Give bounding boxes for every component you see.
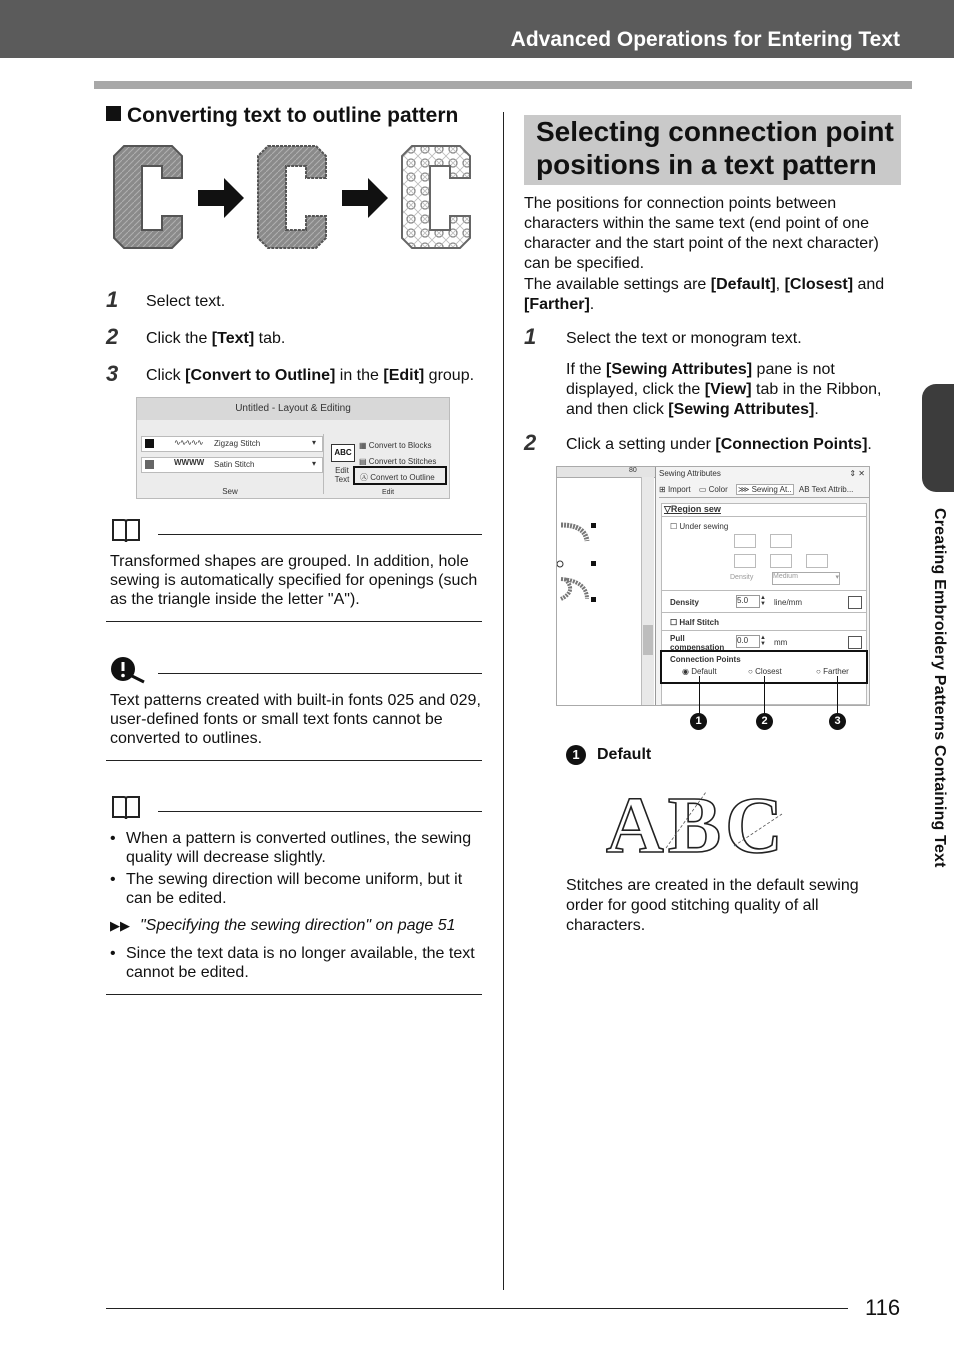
density-label: Density <box>670 598 699 607</box>
letter-c-outline <box>402 146 470 248</box>
density-sub-label: Density <box>730 574 754 581</box>
radio-farther[interactable]: ○ Farther <box>816 667 849 676</box>
step-subtext: If the [Sewing Attributes] pane is not displayed, click the [View] tab in the Ribbon, and then click [Sewing Attributes]. <box>566 361 882 418</box>
double-arrow-icon: ▶▶ <box>110 918 130 933</box>
letter-c-converted <box>258 146 326 248</box>
caution-text: Text patterns created with built-in fonts 025 and 029, user-defined fonts or small text fonts cannot be converted to outlines. <box>110 692 481 747</box>
arrow-right-icon <box>198 178 244 218</box>
column-divider <box>503 112 504 1290</box>
sewing-attributes-screenshot <box>556 466 870 706</box>
callout-leader <box>837 676 838 714</box>
convert-blocks-button[interactable]: ▦ Convert to Blocks <box>359 441 432 450</box>
step-text: Click a setting under [Connection Points]. <box>566 436 872 453</box>
connection-points-label: Connection Points <box>670 655 741 664</box>
intro-options: The available settings are [Default], [Closest] and [Farther]. <box>524 276 885 313</box>
chevron-down-icon: ▾ <box>312 438 317 447</box>
attribute-list <box>661 503 867 705</box>
note-footer-rule <box>106 760 482 761</box>
bullet-item: • The sewing direction will become uniform, but it can be edited. <box>110 871 463 907</box>
tab-import[interactable]: ⊞ Import <box>659 485 691 494</box>
step-number: 1 <box>106 287 119 312</box>
callout-number: 3 <box>829 713 846 730</box>
note-footer-rule <box>106 621 482 622</box>
step-text: Click [Convert to Outline] in the [Edit] group. <box>146 367 475 384</box>
radio-default[interactable]: ◉ Default <box>682 667 717 676</box>
option-number: 1 <box>566 745 586 765</box>
note-text: Transformed shapes are grouped. In addition, hole sewing is automatically specified for openings (such as the triangle inside the letter "A"). <box>110 553 478 608</box>
spinner-icon[interactable]: ▲ ▼ <box>760 635 766 647</box>
memo-icon <box>110 517 142 543</box>
zigzag-icon: ∿∿∿∿∿ <box>174 438 203 447</box>
header-title: Advanced Operations for Entering Text <box>510 28 900 51</box>
pull-input[interactable]: 0.0 <box>736 635 760 648</box>
tab-text-attributes[interactable]: AB Text Attrib... <box>798 485 854 494</box>
pull-compensation-label: Pull compensation <box>670 634 725 652</box>
stitch-type-icon[interactable] <box>770 534 792 548</box>
pane-title: Sewing Attributes ⇕ ✕ <box>659 469 865 478</box>
region-sew-header[interactable]: ▽Region sew <box>664 504 721 514</box>
pane-tabs <box>659 485 869 498</box>
note-header-rule <box>158 673 482 674</box>
chapter-title: Creating Embroidery Patterns Containing Text <box>931 508 948 868</box>
window-title: Untitled - Layout & Editing <box>137 398 449 420</box>
pin-close-icon: ⇕ ✕ <box>849 469 865 478</box>
color-swatch-icon <box>145 460 154 469</box>
chapter-tab <box>922 384 954 492</box>
step-text: Select the text or monogram text. <box>566 330 802 347</box>
radio-closest[interactable]: ○ Closest <box>748 667 782 676</box>
stitch-label: Satin Stitch <box>214 460 255 469</box>
chevron-down-icon: ▾ <box>835 574 839 581</box>
step-number: 3 <box>106 361 119 386</box>
callout-leader <box>764 676 765 714</box>
blocks-icon: ▦ <box>359 441 369 450</box>
reset-icon[interactable] <box>848 636 862 649</box>
abc-icon: ABC <box>331 444 355 462</box>
section-title: Converting text to outline pattern <box>106 104 458 128</box>
step-number: 1 <box>524 324 537 349</box>
density-input[interactable]: 5.0 <box>736 595 760 608</box>
under-sewing-checkbox[interactable]: ☐ Under sewing <box>670 522 729 531</box>
stitch-dropdown[interactable] <box>141 436 323 452</box>
callout-number: 1 <box>690 713 707 730</box>
group-divider <box>323 434 324 494</box>
pull-unit: mm <box>774 638 788 647</box>
satin-icon: WWWW <box>174 458 205 467</box>
density-unit: line/mm <box>774 598 803 607</box>
spinner-icon[interactable]: ▲ ▼ <box>760 595 766 607</box>
footer-rule <box>106 1308 848 1309</box>
convert-outline-button[interactable]: Ⓐ Convert to Outline <box>353 466 447 485</box>
note-footer-rule <box>106 994 482 995</box>
ribbon-screenshot <box>136 397 450 499</box>
vertical-scrollbar[interactable] <box>641 477 654 706</box>
stitch-type-icon[interactable] <box>806 554 828 568</box>
outline-a-icon: Ⓐ <box>360 473 371 482</box>
ruler: 80 <box>557 467 655 478</box>
note-header-rule <box>158 811 482 812</box>
density-select[interactable]: Medium ▾ <box>772 572 840 585</box>
step-text: Select text. <box>146 293 226 310</box>
option-description: Stitches are created in the default sewing order for good stitching quality of all characters. <box>566 877 859 934</box>
section-heading-line: positions in a text pattern <box>536 149 877 180</box>
top-rule <box>94 81 912 89</box>
section-heading-box <box>524 115 901 185</box>
tab-color[interactable]: ▭ Color <box>698 485 728 494</box>
caution-icon <box>110 656 146 684</box>
reset-icon[interactable] <box>848 596 862 609</box>
note-header-rule <box>158 534 482 535</box>
abc-sample-illustration <box>604 786 824 858</box>
section-heading-line: Selecting connection point <box>536 116 894 147</box>
outline-conversion-illustration <box>110 142 480 254</box>
scrollbar-thumb[interactable] <box>643 625 653 655</box>
option-label: Default <box>597 746 652 763</box>
tab-sewing-attributes[interactable]: ⋙ Sewing At.. <box>737 485 792 494</box>
canvas-area <box>557 467 656 706</box>
memo-icon <box>110 794 142 820</box>
step-number: 2 <box>524 430 537 455</box>
group-label-edit: Edit <box>381 489 395 496</box>
group-label-sew: Sew <box>222 487 238 496</box>
color-swatch-icon <box>145 439 154 448</box>
intro-paragraph: The positions for connection points between characters within the same text (end point of one character and the start point of the next character) can be specified. <box>524 195 879 272</box>
half-stitch-checkbox[interactable]: ☐ Half Stitch <box>670 618 719 627</box>
stitch-type-icon[interactable] <box>770 554 792 568</box>
stitch-type-icon[interactable] <box>734 534 756 548</box>
edit-text-button[interactable]: Edit Text <box>334 466 350 484</box>
callout-leader <box>699 676 700 714</box>
callout-number: 2 <box>756 713 773 730</box>
page-number: 116 <box>865 1295 901 1320</box>
step-number: 2 <box>106 324 119 349</box>
letter-c-satin <box>114 146 182 248</box>
cross-reference[interactable]: ▶▶ "Specifying the sewing direction" on page 51 <box>110 917 456 934</box>
abc-sample-text: ABC <box>606 786 787 858</box>
chevron-down-icon: ▾ <box>312 459 317 468</box>
convert-stitches-button[interactable]: ▤ Convert to Stitches <box>359 457 437 466</box>
square-bullet-icon <box>106 106 121 121</box>
stitch-type-icon[interactable] <box>734 554 756 568</box>
bullet-item: • Since the text data is no longer available, the text cannot be edited. <box>110 945 475 981</box>
step-text: Click the [Text] tab. <box>146 330 286 347</box>
text-fragment-preview <box>557 519 597 609</box>
bullet-item: • When a pattern is converted outlines, the sewing quality will decrease slightly. <box>110 830 472 866</box>
arrow-right-icon <box>342 178 388 218</box>
stitches-icon: ▤ <box>359 457 369 466</box>
stitch-label: Zigzag Stitch <box>214 439 261 448</box>
stitch-dropdown[interactable] <box>141 457 323 473</box>
